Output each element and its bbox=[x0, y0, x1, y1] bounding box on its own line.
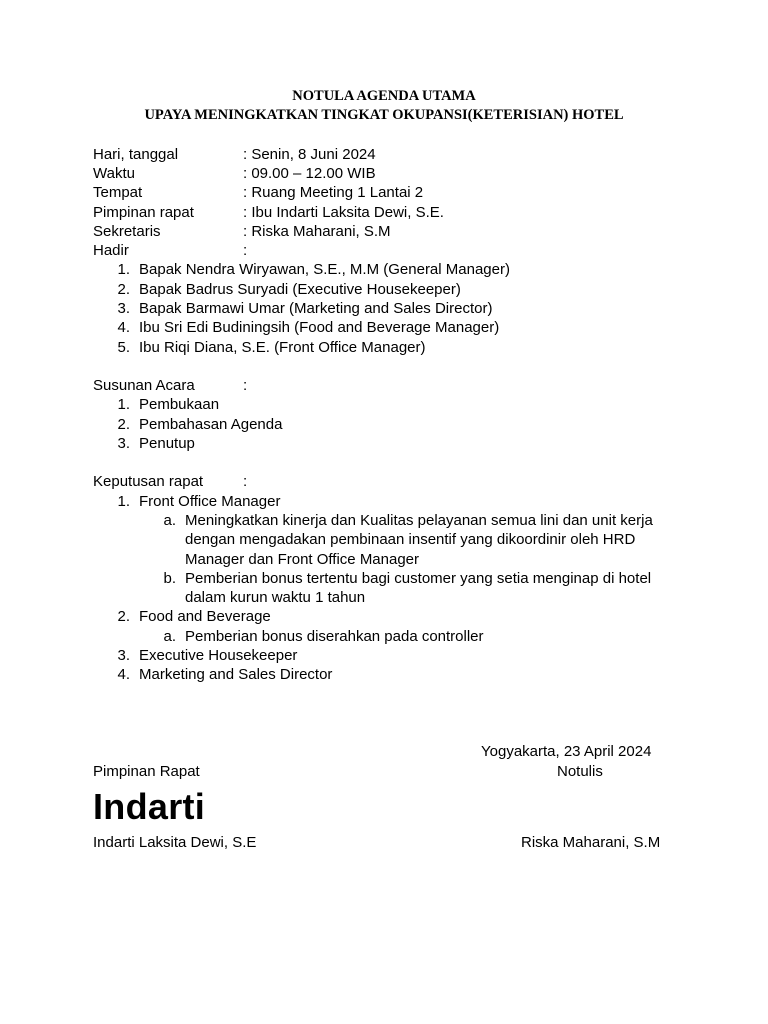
list-text: Pembukaan bbox=[139, 396, 220, 413]
list-number: 1. bbox=[117, 396, 130, 413]
list-text: Bapak Badrus Suryadi (Executive Housekeeper) bbox=[139, 281, 461, 298]
list-text: Bapak Barmawi Umar (Marketing and Sales Director) bbox=[139, 300, 493, 317]
list-number: 2. bbox=[117, 608, 130, 625]
list-number: 2. bbox=[117, 281, 130, 298]
document-title: NOTULA AGENDA UTAMA bbox=[292, 88, 476, 104]
secretary-name: Riska Maharani, S.M bbox=[521, 834, 661, 851]
info-value: : Riska Maharani, S.M bbox=[243, 223, 391, 240]
list-number: 3. bbox=[117, 300, 130, 317]
list-text: Ibu Riqi Diana, S.E. (Front Office Manager) bbox=[139, 339, 426, 356]
info-label: Sekretaris bbox=[93, 223, 161, 240]
sub-text: Pemberian bonus diserahkan pada controller bbox=[185, 628, 484, 645]
list-number: 4. bbox=[117, 319, 130, 336]
sub-text: Pemberian bonus tertentu bagi customer yang setia menginap di hotel bbox=[185, 570, 652, 587]
list-number: 4. bbox=[117, 666, 130, 683]
list-text: Front Office Manager bbox=[139, 493, 281, 510]
signature: Indarti bbox=[93, 786, 206, 827]
section-colon: : bbox=[243, 377, 248, 394]
info-label: Tempat bbox=[93, 184, 143, 201]
list-number: 2. bbox=[117, 416, 130, 433]
info-label: Hari, tanggal bbox=[93, 146, 179, 163]
secretary-role: Notulis bbox=[557, 763, 603, 780]
list-text: Bapak Nendra Wiryawan, S.E., M.M (General Manager) bbox=[139, 261, 510, 278]
section-label: Susunan Acara bbox=[93, 377, 195, 394]
place-date: Yogyakarta, 23 April 2024 bbox=[481, 743, 652, 760]
sub-text: Manager dan Front Office Manager bbox=[185, 551, 420, 568]
sub-text: dengan mengadakan pembinaan insentif yang dikoordinir oleh HRD bbox=[185, 531, 636, 548]
sub-letter: a. bbox=[163, 628, 176, 645]
sub-letter: b. bbox=[163, 570, 176, 587]
sub-letter: a. bbox=[163, 512, 176, 529]
info-value: : 09.00 – 12.00 WIB bbox=[243, 165, 376, 182]
sub-text: Meningkatkan kinerja dan Kualitas pelayanan semua lini dan unit kerja bbox=[185, 512, 653, 529]
list-text: Food and Beverage bbox=[139, 608, 271, 625]
section-label: Keputusan rapat bbox=[93, 473, 204, 490]
info-value: : Senin, 8 Juni 2024 bbox=[243, 146, 376, 163]
list-text: Marketing and Sales Director bbox=[139, 666, 333, 683]
leader-role: Pimpinan Rapat bbox=[93, 763, 200, 780]
list-text: Penutup bbox=[139, 435, 195, 452]
info-value: : Ruang Meeting 1 Lantai 2 bbox=[243, 184, 424, 201]
list-number: 1. bbox=[117, 261, 130, 278]
list-text: Pembahasan Agenda bbox=[139, 416, 283, 433]
info-value: : Ibu Indarti Laksita Dewi, S.E. bbox=[243, 204, 444, 221]
section-colon: : bbox=[243, 473, 248, 490]
leader-name: Indarti Laksita Dewi, S.E bbox=[93, 834, 257, 851]
list-number: 3. bbox=[117, 647, 130, 664]
info-label: Waktu bbox=[93, 165, 135, 182]
list-number: 5. bbox=[117, 339, 130, 356]
info-label: Hadir bbox=[93, 242, 129, 259]
info-value: : bbox=[243, 242, 248, 259]
document-subtitle: UPAYA MENINGKATKAN TINGKAT OKUPANSI(KETERISIAN) HOTEL bbox=[144, 107, 624, 123]
info-label: Pimpinan rapat bbox=[93, 204, 194, 221]
list-text: Ibu Sri Edi Budiningsih (Food and Beverage Manager) bbox=[139, 319, 500, 336]
list-number: 3. bbox=[117, 435, 130, 452]
list-text: Executive Housekeeper bbox=[139, 647, 298, 664]
list-number: 1. bbox=[117, 493, 130, 510]
sub-text: dalam kurun waktu 1 tahun bbox=[185, 589, 366, 606]
